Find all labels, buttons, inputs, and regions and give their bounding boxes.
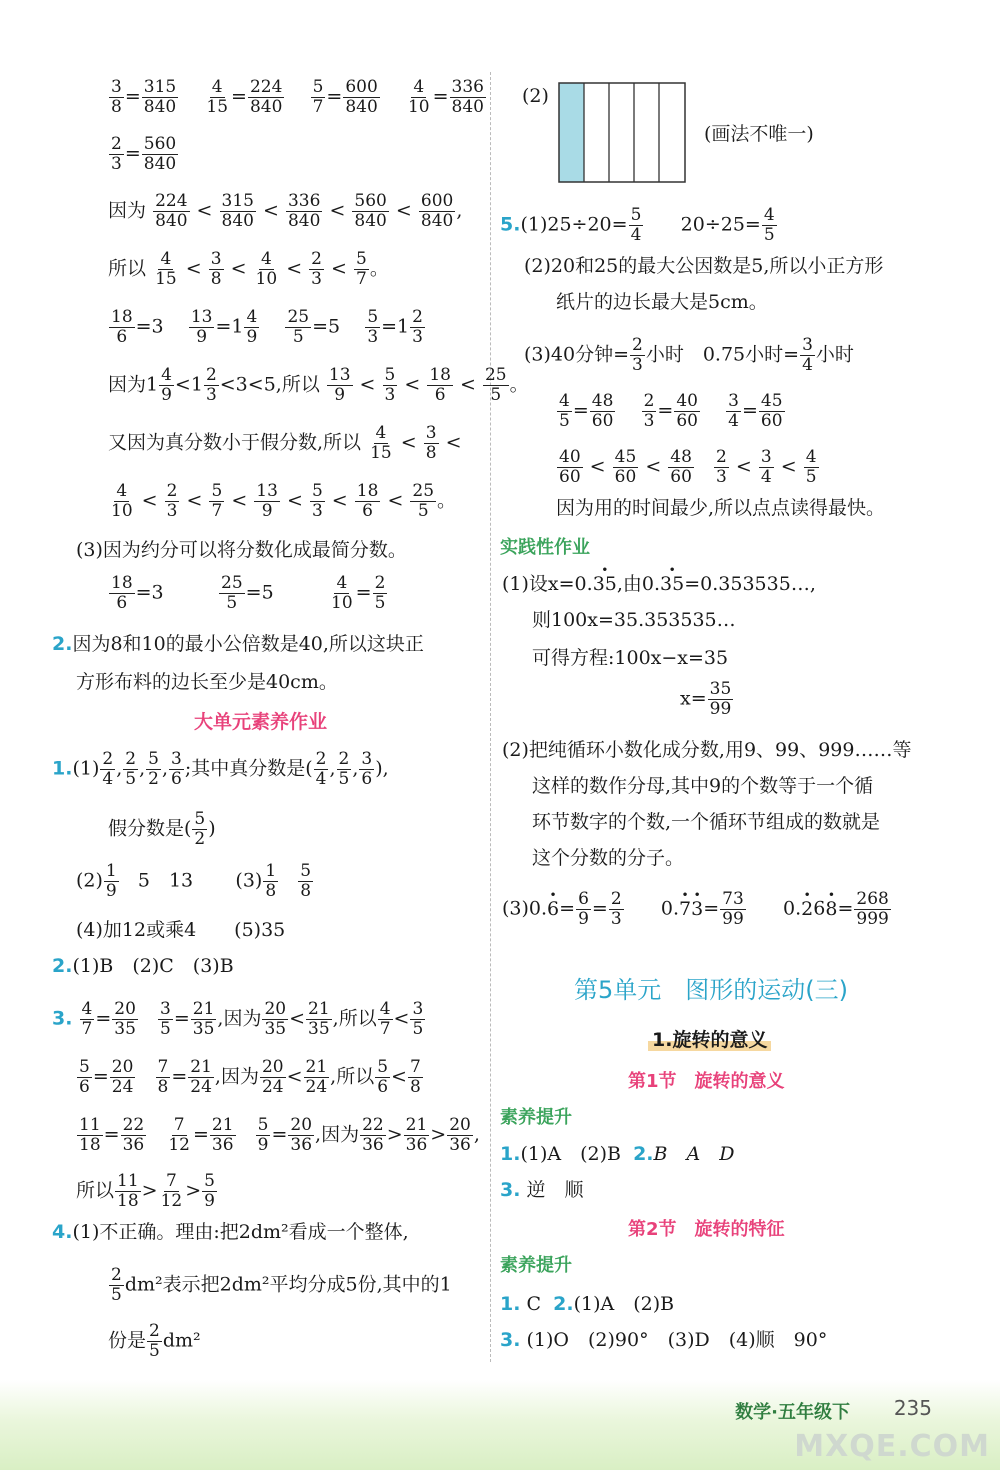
boost-1-answer-3: 3. 逆 顺 [500, 1179, 584, 1201]
answer-5-2: (2)20和25的最大公因数是5,所以小正方形 [524, 255, 884, 277]
answer-5-3: (3)40分钟= $\frac{2}{3}$ 小时 0.75小时= $\frac{3}{4}$ 小时 [524, 335, 854, 375]
practice-1-result: x= $\frac{35}{99}$ [680, 679, 732, 719]
answer-5-3-conclusion: 因为用的时间最少,所以点点读得最快。 [556, 497, 886, 519]
answer-5-3-fractions: $\frac{4}{5}$ = $\frac{48}{60}$ $\frac{2}{3}$ = $\frac{40}{60}$ $\frac{3}{4}$ = $\frac{45}{60}$ [559, 391, 783, 431]
page-number: 235 [893, 1396, 932, 1420]
footer-subject: 数学·五年级下 [735, 1402, 850, 1423]
answer-5-2-cont: 纸片的边长最大是5cm。 [556, 291, 768, 313]
unit-answer-3-line1: 3. $\frac{4}{7}$ = $\frac{20}{35}$ $\frac{3}{5}$ = $\frac{21}{35}$ ,因为 $\frac{20}{35}$ < $\frac{21}{35}$ ,所以 $\frac{4}{7}$ < $\frac{3}{5}$ [52, 999, 424, 1039]
column-divider [490, 72, 491, 1362]
line-fractions-1: $\frac{3}{8}$ = $\frac{315}{840}$ $\frac{4}{15}$ = $\frac{224}{840}$ $\frac{5}{7}$ = $\frac{600}{840}$ $\frac{4}{10}$ = $\frac{336}{840}$ [111, 77, 484, 117]
literacy-boost-heading-2: 素养提升 [500, 1255, 572, 1276]
unit-answer-4: 4.(1)不正确。理由:把2dm²看成一个整体, [52, 1221, 409, 1243]
unit-5-title: 第5单元 图形的运动(三) [574, 976, 848, 1004]
line-because: 因为1 $\frac{4}{9}$ <1 $\frac{2}{3}$ <3<5,所以 $\frac{13}{9}$ < $\frac{5}{3}$ < $\frac{18}{6}$ < $\frac{25}{5}$ 。 [108, 365, 529, 405]
boost-2-answers: 1. C 2.(1)A (2)B [500, 1293, 675, 1315]
practice-2-d: 这个分数的分子。 [532, 847, 685, 869]
unit-answer-3-line3: $\frac{11}{18}$ = $\frac{22}{36}$ $\frac{7}{12}$ = $\frac{21}{36}$ $\frac{5}{9}$ = $\frac{20}{36}$ ,因为 $\frac{22}{36}$ > $\frac{21}{36}$ > $\frac{20}{36}$ , [79, 1115, 480, 1155]
practice-1-c: 可得方程:100x−x=35 [532, 647, 729, 669]
shaded-part [559, 83, 584, 182]
practice-2-c: 环节数字的个数,一个循环节组成的数就是 [532, 811, 881, 833]
line-simplify: $\frac{18}{6}$ =3 $\frac{13}{9}$ =1 $\frac{4}{9}$ $\frac{25}{5}$ =5 $\frac{5}{3}$ =1 $\frac{2}{3}$ [111, 307, 423, 347]
line-reduce: (3)因为约分可以将分数化成最简分数。 [76, 539, 407, 561]
line-compare-2: 所以 $\frac{4}{15}$ < $\frac{3}{8}$ < $\frac{4}{10}$ < $\frac{2}{3}$ < $\frac{5}{7}$ 。 [108, 249, 389, 289]
drawing-note: (画法不唯一) [704, 123, 814, 145]
topic-heading: 1.旋转的意义 [648, 1028, 771, 1052]
watermark: MXQE.COM [794, 1429, 990, 1464]
unit-answer-1-2-3: (2) $\frac{1}{9}$ 5 13 (3) $\frac{1}{8}$ $\frac{5}{8}$ [76, 861, 312, 901]
page-footer [0, 1380, 1000, 1470]
section-title-unit-homework: 大单元素养作业 [194, 711, 328, 733]
unit-answer-1-improper: 假分数是( $\frac{5}{2}$ ) [108, 809, 216, 849]
line-also: 又因为真分数小于假分数,所以 $\frac{4}{15}$ < $\frac{3}{8}$ < [108, 423, 462, 463]
literacy-boost-heading-1: 素养提升 [500, 1107, 572, 1128]
line-compare-1: 因为 $\frac{224}{840}$ < $\frac{315}{840}$ < $\frac{336}{840}$ < $\frac{560}{840}$ < $\frac{600}{840}$ , [108, 191, 463, 231]
unit-answer-2: 2.(1)B (2)C (3)B [52, 955, 234, 977]
practice-2: (2)把纯循环小数化成分数,用9、99、999……等 [502, 739, 912, 761]
unit-answer-3-line4: 所以 $\frac{11}{18}$ > $\frac{7}{12}$ > $\frac{5}{9}$ [76, 1171, 215, 1211]
unit-answer-1-4-5: (4)加12或乘4 (5)35 [76, 919, 286, 941]
practice-2-b: 这样的数作分母,其中9的个数等于一个循 [532, 775, 874, 797]
practice-1-b: 则100x=35.353535… [532, 609, 736, 631]
unit-answer-1: 1.(1) $\frac{2}{4}$ , $\frac{2}{5}$ , $\frac{5}{2}$ , $\frac{3}{6}$ ;其中真分数是( $\frac{2}{4}$ , $\frac{2}{5}$ , $\frac{3}{6}$ ), [52, 749, 389, 789]
answer-5-1: 5.(1)25÷20= $\frac{5}{4}$ 20÷25= $\frac{4}{5}$ [500, 205, 775, 245]
boost-1-answers: 1.(1)A (2)B 2.B A D [500, 1143, 735, 1165]
unit-answer-4-end: 份是 $\frac{2}{5}$ dm² [108, 1321, 201, 1361]
section-2-heading: 第2节 旋转的特征 [628, 1219, 785, 1240]
answer-2: 2.因为8和10的最小公倍数是40,所以这块正 [52, 633, 424, 655]
answer-2-cont: 方形布料的边长至少是40cm。 [76, 671, 338, 693]
section-1-heading: 第1节 旋转的意义 [628, 1071, 785, 1092]
partitioned-rectangle-diagram [558, 82, 688, 184]
boost-2-answer-3: 3. (1)O (2)90° (3)D (4)顺 90° [500, 1329, 828, 1351]
line-fractions-2: $\frac{2}{3}$ = $\frac{560}{840}$ [111, 134, 177, 174]
line-order: $\frac{4}{10}$ < $\frac{2}{3}$ < $\frac{5}{7}$ < $\frac{13}{9}$ < $\frac{5}{3}$ < $\frac{18}{6}$ < $\frac{25}{5}$ 。 [111, 481, 457, 521]
practice-1: (1)设x=0.· 35,由0.· 35=0.353535…, [502, 572, 816, 596]
answer-drawing-label: (2) [522, 85, 549, 107]
answer-5-3-compare: $\frac{40}{60}$ < $\frac{45}{60}$ < $\frac{48}{60}$ $\frac{2}{3}$ < $\frac{3}{4}$ < $\frac{4}{5}$ [559, 447, 817, 487]
practice-homework-heading: 实践性作业 [500, 537, 590, 558]
line-reduce-values: $\frac{18}{6}$ =3 $\frac{25}{5}$ =5 $\frac{4}{10}$ = $\frac{2}{5}$ [111, 573, 386, 613]
practice-3: (3)0.· 6= $\frac{6}{9}$ = $\frac{2}{3}$ 0.· 7· 3= $\frac{73}{99}$ 0.· 26· 8= $\frac{268}{999}$ [502, 890, 892, 929]
unit-answer-4-cont: $\frac{2}{5}$ dm²表示把2dm²平均分成5份,其中的1 [111, 1265, 452, 1305]
unit-answer-3-line2: $\frac{5}{6}$ = $\frac{20}{24}$ $\frac{7}{8}$ = $\frac{21}{24}$ ,因为 $\frac{20}{24}$ < $\frac{21}{24}$ ,所以 $\frac{5}{6}$ < $\frac{7}{8}$ [79, 1057, 421, 1097]
